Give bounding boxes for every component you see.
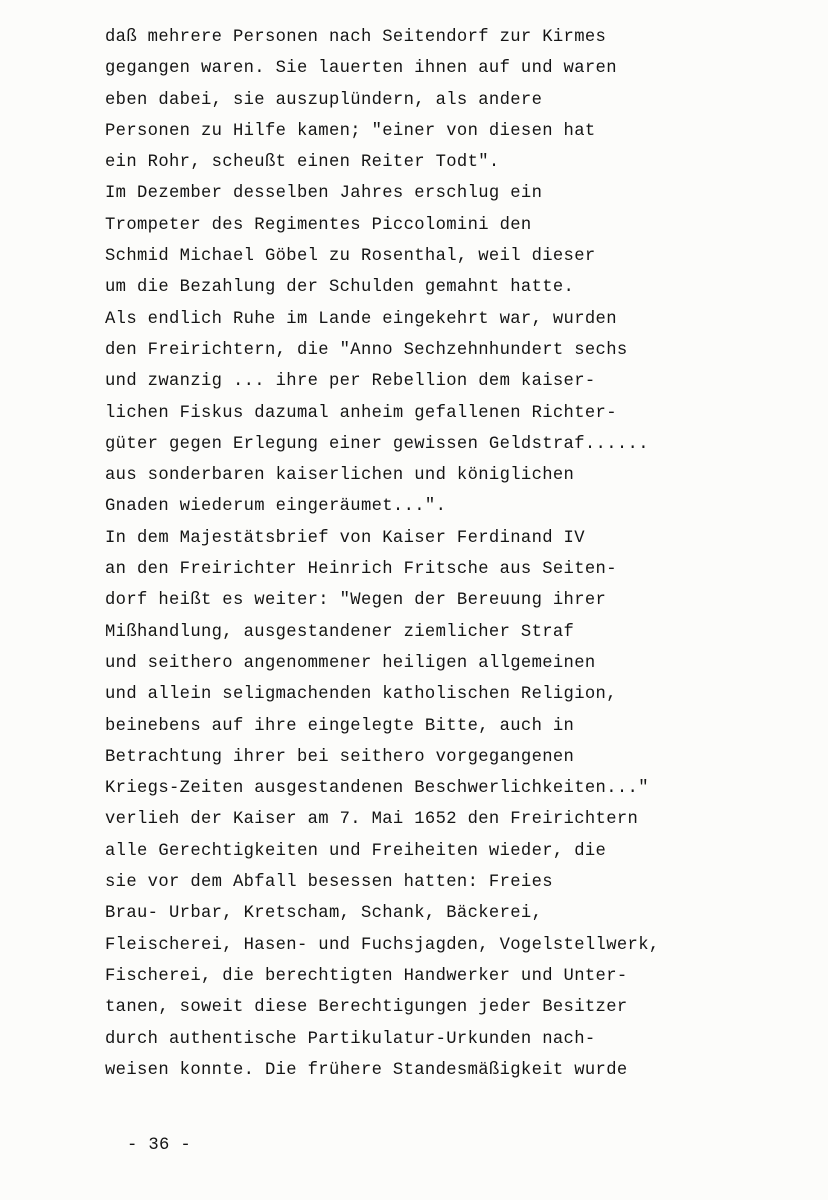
text-line: daß mehrere Personen nach Seitendorf zur Kirmes xyxy=(105,28,607,47)
text-line: lichen Fiskus dazumal anheim gefallenen Richter- xyxy=(105,403,617,423)
text-line: und seithero angenommener heiligen allgemeinen xyxy=(105,653,596,673)
text-line: beinebens auf ihre eingelegte Bitte, auch in xyxy=(105,716,575,736)
text-line: Trompeter des Regimentes Piccolomini den xyxy=(105,215,532,235)
text-line: alle Gerechtigkeiten und Freiheiten wieder, die xyxy=(105,841,607,861)
text-line: und allein seligmachenden katholischen Religion, xyxy=(105,685,617,705)
text-line: um die Bezahlung der Schulden gemahnt hatte. xyxy=(105,278,575,298)
text-line: dorf heißt es weiter: "Wegen der Bereuung ihrer xyxy=(105,591,607,611)
text-line: weisen konnte. Die frühere Standesmäßigkeit wurde xyxy=(105,1060,628,1080)
text-line: Kriegs-Zeiten ausgestandenen Beschwerlichkeiten..." xyxy=(105,779,649,799)
text-line: Brau- Urbar, Kretscham, Schank, Bäckerei, xyxy=(105,904,543,924)
text-line: gegangen waren. Sie lauerten ihnen auf und waren xyxy=(105,59,617,79)
text-line: Betrachtung ihrer bei seithero vorgegangenen xyxy=(105,747,575,767)
text-line: Fischerei, die berechtigten Handwerker und Unter- xyxy=(105,966,628,986)
text-line: und zwanzig ... ihre per Rebellion dem kaiser- xyxy=(105,372,596,392)
text-line: Mißhandlung, ausgestandener ziemlicher Straf xyxy=(105,622,575,642)
page-number: - 36 - xyxy=(127,1136,191,1155)
text-line: güter gegen Erlegung einer gewissen Geldstraf...... xyxy=(105,434,649,454)
text-line: Gnaden wiederum eingeräumet...". xyxy=(105,497,447,517)
text-line: durch authentische Partikulatur-Urkunden nach- xyxy=(105,1029,596,1049)
text-line: Schmid Michael Göbel zu Rosenthal, weil dieser xyxy=(105,247,596,267)
text-line: Im Dezember desselben Jahres erschlug ein xyxy=(105,184,543,204)
text-line: eben dabei, sie auszuplündern, als andere xyxy=(105,90,543,110)
text-line: tanen, soweit diese Berechtigungen jeder Besitzer xyxy=(105,998,628,1018)
text-line: den Freirichtern, die "Anno Sechzehnhundert sechs xyxy=(105,340,628,360)
text-line: verlieh der Kaiser am 7. Mai 1652 den Freirichtern xyxy=(105,810,639,830)
body-text xyxy=(105,22,805,1086)
text-line: ein Rohr, scheußt einen Reiter Todt". xyxy=(105,153,500,173)
text-line: Fleischerei, Hasen- und Fuchsjagden, Vogelstellwerk, xyxy=(105,935,660,955)
text-line: Als endlich Ruhe im Lande eingekehrt war, wurden xyxy=(105,309,617,329)
text-line: sie vor dem Abfall besessen hatten: Freies xyxy=(105,873,553,893)
text-line: an den Freirichter Heinrich Fritsche aus Seiten- xyxy=(105,560,617,580)
text-line: In dem Majestätsbrief von Kaiser Ferdinand IV xyxy=(105,528,585,548)
text-line: aus sonderbaren kaiserlichen und königlichen xyxy=(105,466,575,486)
text-line: Personen zu Hilfe kamen; "einer von diesen hat xyxy=(105,121,596,141)
